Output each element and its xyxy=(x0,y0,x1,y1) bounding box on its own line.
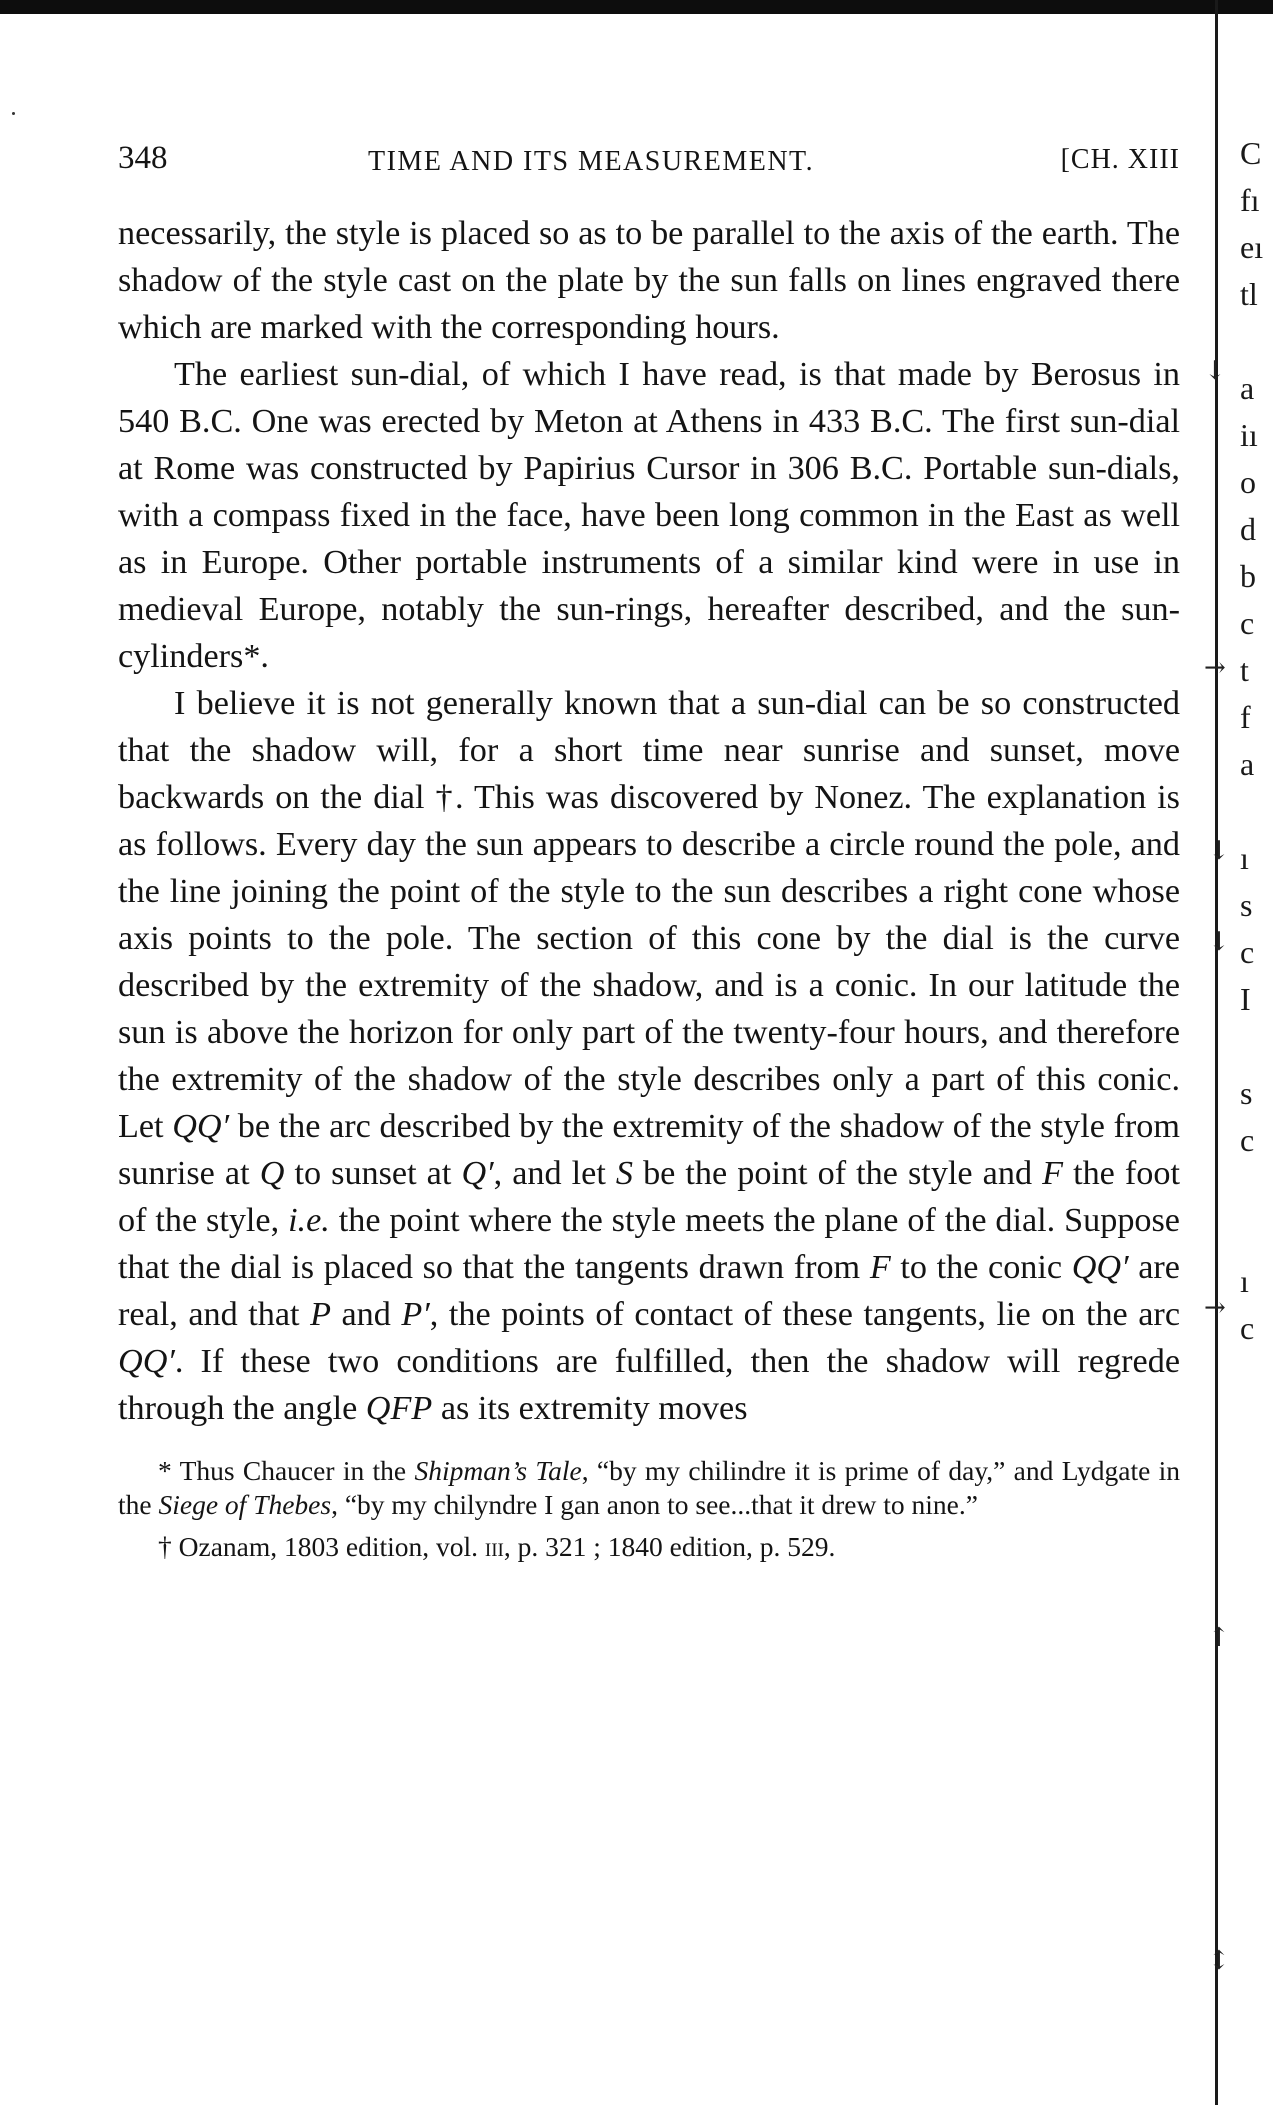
facing-page-fragment-line: iı xyxy=(1240,417,1258,453)
running-head xyxy=(118,140,1180,184)
binding-tick-mark: → xyxy=(1204,1293,1226,1323)
scan-speck xyxy=(12,112,15,115)
facing-page-fragment-line: c xyxy=(1240,605,1255,641)
facing-page-fragment-line: d xyxy=(1240,511,1256,547)
facing-page-fragment-line: o xyxy=(1240,464,1256,500)
facing-page-fragment-line xyxy=(1240,1023,1273,1070)
gutter-line xyxy=(1215,0,1218,2105)
binding-tick-mark: ↑ xyxy=(1208,1623,1230,1653)
body-text xyxy=(118,210,1180,1432)
facing-page-fragment xyxy=(1240,130,1273,1352)
facing-page-fragment-line: fı xyxy=(1240,182,1260,218)
facing-page-fragment-line: tl xyxy=(1240,276,1258,312)
binding-tick-mark: ↓ xyxy=(1208,836,1230,866)
footnote-1: * Thus Chaucer in the Shipman’s Tale, “by my chilindre it is prime of day,” and Lydgate in the Siege of Thebes, “by my chilyndre I gan anon to see...that it drew to nine.” xyxy=(118,1455,1180,1520)
facing-page-fragment-line: c xyxy=(1240,1310,1255,1346)
binding-tick-mark: ↕ xyxy=(1208,1946,1230,1976)
facing-page-fragment-line xyxy=(1240,318,1273,365)
binding-tick-mark: ↓ xyxy=(1204,356,1226,386)
page-number: 348 xyxy=(118,140,168,176)
facing-page-fragment-line xyxy=(1240,788,1273,835)
page xyxy=(118,140,1180,1572)
paragraph-1: necessarily, the style is placed so as to be parallel to the axis of the earth. The shadow of the style cast on the plate by the sun falls on lines engraved there which are marked with the corresponding hours. xyxy=(118,215,1180,346)
facing-page-fragment-line: b xyxy=(1240,558,1256,594)
facing-page-fragment-line: a xyxy=(1240,370,1255,406)
chapter-label: [CH. XIII xyxy=(1060,144,1180,175)
facing-page-fragment-line: t xyxy=(1240,652,1249,688)
facing-page-fragment-line: I xyxy=(1240,981,1251,1017)
facing-page-fragment-line: ı xyxy=(1240,840,1249,876)
facing-page-fragment-line: s xyxy=(1240,887,1253,923)
footnote-2: † Ozanam, 1803 edition, vol. iii, p. 321 ; 1840 edition, p. 529. xyxy=(158,1531,836,1562)
binding-tick-mark: → xyxy=(1204,653,1226,683)
facing-page-fragment-line xyxy=(1240,1211,1273,1258)
top-scan-border xyxy=(0,0,1273,14)
paragraph-2: The earliest sun-dial, of which I have read, is that made by Berosus in 540 B.C. One was erected by Meton at Athens in 433 B.C. The first sun-dial at Rome was constructed by Papirius Cursor in 306 B.C. Portable sun-dials, with a compass fixed in the face, have been long common in the East as well as in Europe. Other portable instruments of a similar kind were in use in medieval Europe, notably the sun-rings, hereafter described, and the sun-cylinders*. xyxy=(118,356,1180,675)
facing-page-fragment-line: C xyxy=(1240,135,1262,171)
footnotes xyxy=(118,1454,1180,1564)
facing-page-fragment-line: s xyxy=(1240,1075,1253,1111)
facing-page-fragment-line: eı xyxy=(1240,229,1264,265)
paragraph-3: I believe it is not generally known that a sun-dial can be so constructed that the shadow will, for a short time near sunrise and sunset, move backwards on the dial †. This was discovered by Nonez. The explanation is as follows. Every day the sun appears to describe a circle round the pole, and the line joining the point of the style to the sun describes a right cone whose axis points to the pole. The section of this cone by the dial is the curve described by the extremity of the shadow, and is a conic. In our latitude the sun is above the horizon for only part of the twenty-four hours, and therefore the extremity of the shadow of the style describes only a part of this conic. Let QQ′ be the arc described by the extremity of the shadow of the style from sunrise at Q to sunset at Q′, and let S be the point of the style and F the foot of the style, i.e. the point where the style meets the plane of the dial. Suppose that the dial is placed so that the tangents drawn from F to the conic QQ′ are real, and that P and P′, the points of contact of these tangents, lie on the arc QQ′. If these two conditions are fulfilled, then the shadow will regrede through the angle QFP as its extremity moves xyxy=(118,685,1180,1427)
facing-page-fragment-line: c xyxy=(1240,1122,1255,1158)
facing-page-fragment-line: a xyxy=(1240,746,1255,782)
facing-page-fragment-line xyxy=(1240,1164,1273,1211)
binding-tick-mark: ↓ xyxy=(1208,927,1230,957)
facing-page-fragment-line: f xyxy=(1240,699,1251,735)
running-title: TIME AND ITS MEASUREMENT. xyxy=(368,146,815,177)
facing-page-fragment-line: c xyxy=(1240,934,1255,970)
facing-page-fragment-line: ı xyxy=(1240,1263,1249,1299)
